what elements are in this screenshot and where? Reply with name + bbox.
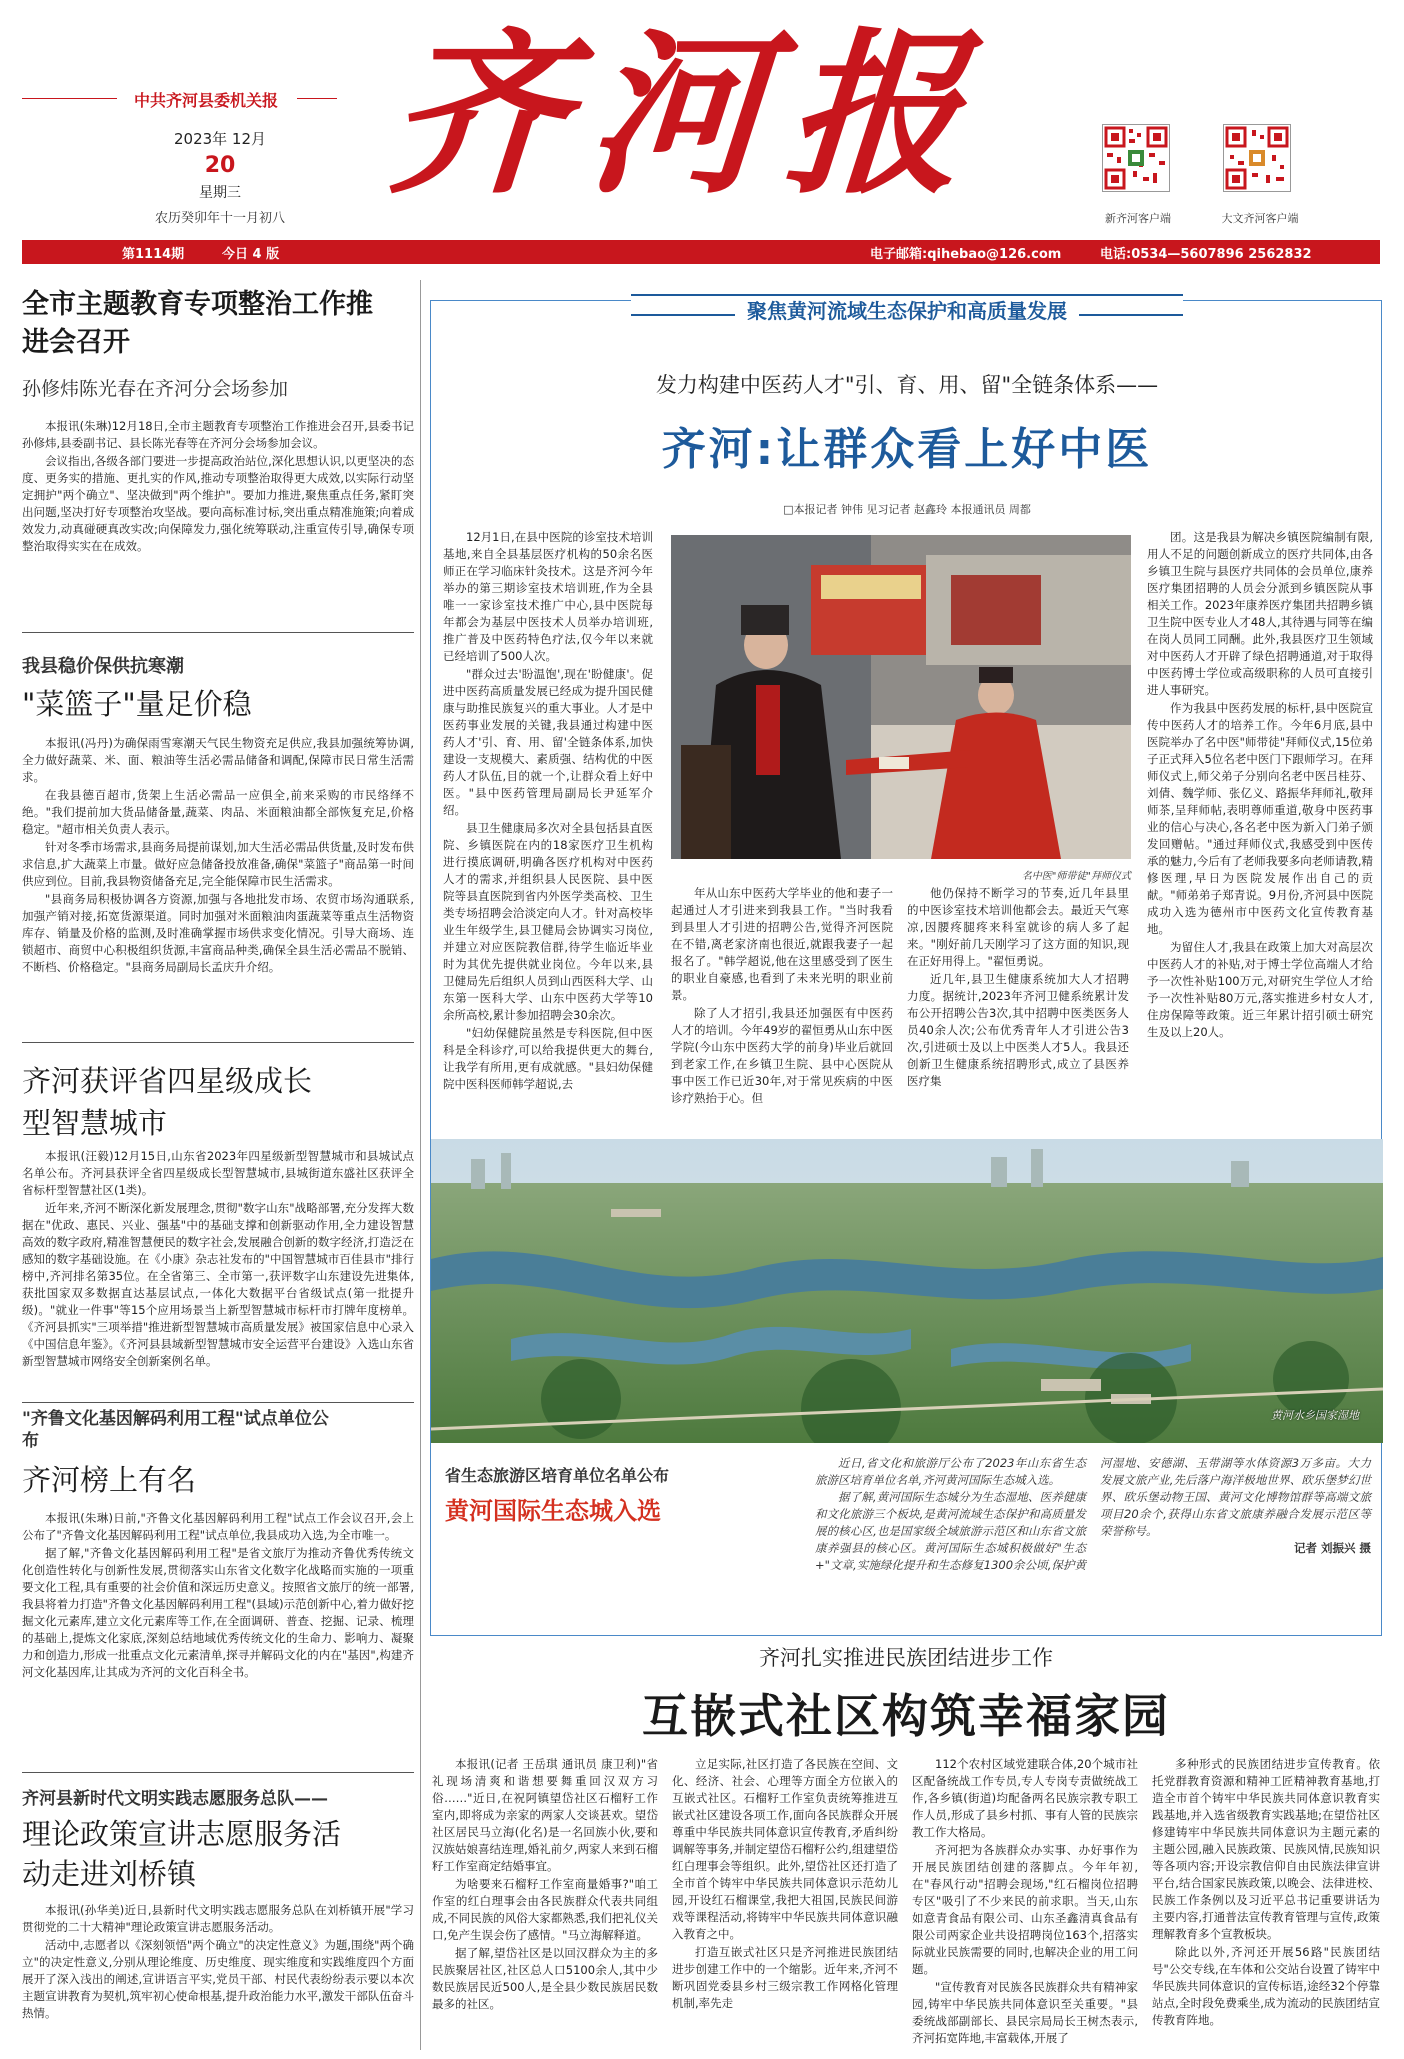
info-bar: [22, 240, 1380, 264]
column-separator: [420, 280, 421, 2050]
feature-col1: 12月1日,在县中医院的诊室技术培训基地,来自全县基层医疗机构的50余名医师正在学习临床针灸技术。这是齐河今年举办的第三期诊室技术培训班,作为全县唯一一家诊室技术推广中心,县中医院每年都会为基层中医技术人员举办培训班,推广普及中医药特色疗法,仅今年以来就已经培训了500人次。 "群众过去'盼温饱',现在'盼健康'。促进中医药高质量发展已经成为提升国民健康与助推民族复兴的重大事业。人才是中医药事业发展的关键,我县通过构建中医药人才'引、育、用、留'全链条体系,加快建设一支规模大、素质强、结构优的中医药人才队伍,目的就一个,让群众看上好中医。"县中医药管理局副局长尹延军介绍。 县卫生健康局多次对全县包括县直医院、乡镇医院在内的18家医疗卫生机构进行摸底调研,明确各医疗机构对中医药人才的需求,并组织县人民医院、县中医院等县直医院到省内外医学类高校、卫生类专场招聘会洽淡定向人才。针对高校毕业生年级学生,县卫健局会协调实习岗位,并建立对应医院教信群,待学生临近毕业时为其优先提供就业岗位。今年以来,县卫健局先后组织人员到山西医科大学、山东第一医科大学、山东中医药大学等10余所高校,累计参加招聘会30余次。 "妇幼保健院虽然是专科医院,但中医科是全科诊疗,可以给我提供更大的舞台,让我学有所用,更有成就感。"县妇幼保健院中医科医师韩学超说,去: [443, 530, 653, 1091]
ceremony-photo: [671, 535, 1131, 859]
eco-reporter: 记者 刘振兴 摄: [1293, 1541, 1371, 1555]
masthead: [0, 0, 1404, 232]
feature-kicker: 发力构建中医药人才"引、育、用、留"全链条体系——: [655, 373, 1159, 397]
phone: 电话:0534—5607896 2562832: [1100, 247, 1312, 262]
article-4-body: 本报讯(朱琳)日前,"齐鲁文化基因解码利用工程"试点工作会议召开,会上公布了"齐鲁文化基因解码利用工程"试点单位,我县成功入选,为全市唯一。 据了解,"齐鲁文化基因解码利用工程"是省文旅厅为推动齐鲁优秀传统文化创造性转化与创新性发展,贯彻落实山东省文化数字化战略而实施的一项重要文化工程,具有重要的社会价值和深远历史意义。按照省文旅厅的统一部署,我县将着力打造"齐鲁文化基因解码利用工程"(县域)示范创新中心,着力做好挖掘文化元素库,建立文化元素库等工作,在全面调研、普查、挖掘、记录、梳理的基础上,提炼文化家底,深刻总结地域优秀传统文化的生命力、影响力、凝聚力和创造力,形成一批重点文化元素清单,探寻并解码文化的内在"基因",构建齐河文化基因库,让其成为齐河的文化百科全书。: [22, 1511, 414, 1679]
feature-box: [430, 300, 1382, 1636]
article-1-title: 全市主题教育专项整治工作推进会召开: [22, 289, 373, 358]
wetland-photo: [431, 1139, 1383, 1443]
eco-kicker: 省生态旅游区培育单位名单公布: [445, 1466, 670, 1485]
lunar-date: 农历癸卯年十一月初八: [154, 211, 285, 226]
community-title: 互嵌式社区构筑幸福家园: [642, 1689, 1170, 1743]
divider: [22, 1042, 414, 1043]
photo-watermark: 黄河水乡国家湿地: [1271, 1409, 1359, 1422]
weekday: 星期三: [199, 185, 241, 201]
community-col2: 立足实际,社区打造了各民族在空间、文化、经济、社会、心理等方面全方位嵌入的互嵌式社区。石榴籽工作室负责统筹推进互嵌式社区建设各项工作,面向各民族群众开展尊重中华民族共同体意识宣传教育,矛盾纠纷调解等事务,并制定望岱石榴籽公约,组建望岱红白理事会等组织。此外,望岱社区还打造了全市首个铸牢中华民族共同体意识示范幼儿园,开设红石榴课堂,我把大祖国,民族民间游戏等课程活动,将铸牢中华民族共同体意识融入教育之中。 打造互嵌式社区只是齐河推进民族团结进步创建工作中的一个缩影。近年来,齐河不断巩固党委县乡村三级宗教工作网格化管理机制,率先走: [672, 1757, 898, 2010]
divider: [22, 632, 414, 633]
article-5-body: 本报讯(孙华美)近日,县新时代文明实践志愿服务总队在刘桥镇开展"学习贯彻党的二十大精神"理论政策宣讲志愿服务活动。 活动中,志愿者以《深刻领悟"两个确立"的决定性意义》为题,围绕"两个确立"的决定性意义,分别从理论维度、历史维度、现实维度和实践维度四个方面展开了深入浅出的阐述,宣讲语言平实,党员干部、村民代表纷纷表示要以本次主题宣讲教育为契机,筑牢初心使命根基,提升政治能力水平,激发干部队伍奋斗热情。: [22, 1903, 414, 2020]
publisher-line: [22, 88, 332, 108]
feature-col4: 团。这是我县为解决乡镇医院编制有限,用人不足的问题创新成立的医疗共同体,由各乡镇卫生院与县医疗共同体的会员单位,康养医疗集团招聘的人员会分派到乡镇医院从事相关工作。2023年康养医疗集团共招聘乡镇卫生院中医专业人才48人,其待遇与同等在编在岗人员同工同酬。此外,我县医疗卫生领域对中医药人才开辟了绿色招聘通道,对于取得中医药博士学位或高级职称的人员可直接引进人事研究。 作为我县中医药发展的标杆,县中医院宣传中医药人才的培养工作。今年6月底,县中医院举办了名中医"师带徒"拜师仪式,15位弟子正式拜入5位名老中医门下跟师学习。在拜师仪式上,师父弟子分别向名老中医吕桂芬、刘倩、魏学师、张亿义、路振华拜师礼,敬拜师茶,呈拜师帖,表明尊师重道,敬身中医药事业的信心与决心,各名老中医为新入门弟子颁发回赠帖。"通过拜师仪式,我感受到中医传承的魅力,今后有了老师我要多向老师请教,精修医理,早日为医院发展作出自己的贡献。"师弟弟子郑青说。9月份,齐河县中医院成功入选为德州市中医药文化宣传教育基地。 为留住人才,我县在政策上加大对高层次中医药人才的补贴,对于博士学位高端人才给予一次性补贴100万元,对研究生学位人才给予一次性补贴80万元,落实推进乡村女人才,住房保障等政策。近三年累计招引硕士研究生及以上20人。: [1147, 530, 1373, 1039]
community-col3: 112个农村区域党建联合体,20个城市社区配备统战工作专员,专人专岗专责做统战工作,各乡镇(街道)均配备两名民族宗教专职工作人员,形成了县乡村抓、事有人管的民族宗教工作大格局。 齐河把为各族群众办实事、办好事作为开展民族团结创建的落脚点。今年年初,在"春风行动"招聘会现场,"红石榴岗位招聘专区"吸引了不少来民的前求职。当天,山东如意青食品有限公司、山东圣鑫清真食品有限公司两家企业共设招聘岗位163个,招落实际就业民族需要的同时,也解决企业的用工问题。 "宣传教育对民族各民族群众共有精神家园,铸牢中华民族共同体意识至关重要。"县委统战部副部长、县民宗局局长王树杰表示,齐河拓宽阵地,丰富载体,开展了: [912, 1757, 1138, 2045]
qr1-label: 新齐河客户端: [1105, 212, 1171, 225]
article-2-body: 本报讯(冯丹)为确保雨雪寒潮天气民生物资充足供应,我县加强统筹协调,全力做好蔬菜、米、面、粮油等生活必需品储备和调配,保障市民日常生活需求。 在我县德百超市,货架上生活必需品一应俱全,前来采购的市民络绎不绝。"我们提前加大货品储备量,蔬菜、肉品、米面粮油都全部恢复充足,价格稳定。"超市相关负责人表示。 针对冬季市场需求,县商务局提前谋划,加大生活必需品供货量,及时发布供求信息,扩大蔬菜上市量。做好应急储备投放准备,确保"菜篮子"商品第一时间供应到位。目前,我县物资储备充足,完全能保障市民生活需求。 "县商务局积极协调各方资源,加强与各地批发市场、农贸市场沟通联系,加强产销对接,拓宽货源渠道。同时加强对米面粮油肉蛋蔬菜等重点生活物资库存、销量及价格的监测,及时准确掌握市场供求变化情况。引导大商场、连锁超市、商贸中心积极组织货源,丰富商品种类,确保全县生活必需品不脱销、不断档、价格稳定。"县商务局副局长孟庆升介绍。: [22, 736, 414, 974]
feature-byline: □本报记者 钟伟 见习记者 赵鑫玲 本报通讯员 周都: [783, 503, 1031, 516]
qr2-label: 大文齐河客户端: [1221, 212, 1299, 225]
divider: [22, 1772, 414, 1773]
date-day: 20: [204, 153, 236, 178]
photo-caption: 名中医"师带徒"拜师仪式: [1021, 871, 1131, 882]
qr-code-icon: [1102, 124, 1170, 192]
article-5-title: 理论政策宣讲志愿服务活动走进刘桥镇: [22, 1817, 342, 1891]
community-col1: 本报讯(记者 王岳琪 通讯员 康卫利)"省礼现场清爽和谐想要舞重回汉双方习俗……"近日,在祝阿镇望岱社区石榴籽工作室内,即将成为亲家的两家人交谈甚欢。望岱社区居民马立海(化名)是一名回族小伙,要和汉族姑娘喜结连理,婚礼前夕,两家人来到石榴籽工作室商定结婚事宜。 为啥要来石榴籽工作室商量婚事?"咱工作室的红白理事会由各民族群众代表共同组成,不同民族的风俗大家都熟悉,我们把礼仪关口,免产生误会伤了感情。"马立海解释道。 据了解,望岱社区是以回汉群众为主的多民族聚居社区,社区总人口5100余人,其中少数民族居民近500人,是全县少数民族居民数最多的社区。: [432, 1757, 658, 2011]
feature-col3: 他仍保持不断学习的节奏,近几年县里的中医诊室技术培训他都会去。最近天气寒凉,因腰疼腿疼来科室就诊的病人多了起来。"刚好前几天刚学习了这方面的知识,现在正好用得上。"翟恒勇说。 近几年,县卫生健康系统加大人才招聘力度。据统计,2023年齐河卫健系统累计发布公开招聘公告3次,其中招聘中医类医务人员40余人次;公布优秀青年人才引进公告3次,引进硕士及以上中医类人才5人。我县还创新卫生健康系统招聘形式,成立了县医养医疗集: [907, 886, 1129, 1088]
feature-col2: 年从山东中医药大学毕业的他和妻子一起通过人才引进来到我县工作。"当时我看到县里人才引进的招聘公告,觉得齐河医院在不错,离老家济南也很近,就跟我妻子一起报名了。"韩学超说,他在这里感受到了医生的职业自豪感,也看到了未来光明的职业前景。 除了人才招引,我县还加强医有中医药人才的培训。今年49岁的翟恒勇从山东中医学院(今山东中医药大学的前身)毕业后就回到老家工作,在乡镇卫生院、县中心医院从事中医工作已近30年,对于常见疾病的中医诊疗熟抬于心。但: [671, 886, 893, 1105]
community-col4: 多种形式的民族团结进步宣传教育。依托党群教育资源和精神工匠精神教育基地,打造全市首个铸牢中华民族共同体意识教育实践基地,并入选省级教育实践基地;在望岱社区修建铸牢中华民族共同体意识为主题元素的主题公园,融入民族政策、民族风情,民族知识等各项内容;开设宗教信仰自由民族法律宣讲平台,结合国家民族政策,以晚会、法律进校、民族工作条例以及习近平总书记重要讲话为主要内容,打通普法宣传教育管理与宣传,政策理解教育多个宣教板块。 除此以外,齐河还开展56路"民族团结号"公交专线,在车体和公交站台设置了铸牢中华民族共同体意识的宣传标语,途经32个停靠站点,全时段免费乘坐,成为流动的民族团结宣传教育阵地。: [1152, 1757, 1380, 2027]
issue-number: 第1114期: [122, 247, 185, 262]
article-4-title: 齐河榜上有名: [22, 1463, 197, 1497]
newspaper-title: 齐河报: [382, 11, 992, 218]
community-kicker: 齐河扎实推进民族团结进步工作: [759, 1646, 1053, 1670]
article-2-kicker: 我县稳价保供抗寒潮: [22, 656, 184, 677]
divider: [22, 1402, 414, 1403]
article-3-title: 齐河获评省四星级成长型智慧城市: [22, 1064, 313, 1140]
community-body: [432, 1756, 1382, 2052]
article-1-subtitle: 孙修炜陈光春在齐河分会场参加: [22, 378, 289, 400]
left-column: [22, 280, 414, 2050]
article-3-body: 本报讯(汪毅)12月15日,山东省2023年四星级新型智慧城市和县城试点名单公布。齐河县获评全省四星级成长型智慧城市,县城街道东盛社区获评全省标杆型智慧社区(1类)。 近年来,齐河不断深化新发展理念,贯彻"数字山东"战略部署,充分发挥大数据在"优政、惠民、兴业、强基"中的基础支撑和创新驱动作用,全力建设智慧高效的数字政府,精准智慧便民的数字社会,发展融合创新的数字经济,打造泛在感知的数字基础设施。在《小康》杂志社发布的"中国智慧城市百佳县市"排行榜中,齐河排名第35位。在全省第三、全市第一,获评数字山东建设先进集体,获批国家双多数据直达基层试点,一体化大数据平台省级试点(第一批提升级)。"就业一件事"等15个应用场景当上新型智慧城市标杆市打牌年度榜单。《齐河县抓实"三项举措"推进新型智慧城市高质量发展》被国家信息中心录入《中国信息年鉴》。《齐河县县域新型智慧城市安全运营平台建设》入选山东省新型智慧城市网络安全创新案例名单。: [22, 1149, 414, 1368]
date-year-month: 2023年 12月: [173, 130, 267, 148]
date-block: [140, 128, 300, 226]
email: 电子邮箱:qihebao@126.com: [870, 247, 1062, 262]
article-5-kicker: 齐河县新时代文明实践志愿服务总队——: [22, 1789, 328, 1809]
feature-banner: [631, 289, 1183, 323]
article-2-title: "菜篮子"量足价稳: [22, 687, 252, 721]
qr-code-icon: [1223, 124, 1291, 192]
article-4-kicker: "齐鲁文化基因解码利用工程"试点单位公布: [22, 1409, 329, 1451]
eco-body: 近日,省文化和旅游厅公布了2023年山东省生态旅游区培育单位名单,齐河黄河国际生态城入选。 据了解,黄河国际生态城分为生态湿地、医养健康和文化旅游三个板块,是黄河流域生态保护和高质量发展的核心区,也是国家级全域旅游示范区和山东省文旅康养强县的核心区。黄河国际生态城积极做好"生态+"文章,实施绿化提升和生态修复1300余公顷,保护黄河湿地、安德湖、玉带湖等水体资源3万多亩。大力发展文旅产业,先后落户海洋极地世界、欧乐堡梦幻世界、欧乐堡动物王国、黄河文化博物馆群等高端文旅项目20余个,获得山东省文旅康养融合发展示范区等荣誉称号。 记者 刘振兴 摄: [815, 1456, 1371, 1572]
eco-title: 黄河国际生态城入选: [445, 1497, 661, 1525]
article-1-body: 本报讯(朱琳)12月18日,全市主题教育专项整治工作推进会召开,县委书记孙修炜,县委副书记、县长陈光春等在齐河分会场参加会议。 会议指出,各级各部门要进一步提高政治站位,深化思想认识,以更坚决的态度、更务实的措施、更扎实的作风,推动专项整治取得更大成效,以实际行动坚定拥护"两个确立"、坚决做到"两个维护"。要加力推进,聚焦重点任务,紧盯突出问题,坚决打好专项整治攻坚战。要向高标准讨标,突出重点精准施策;向着成效发力,动真碰硬真改实改;向保障发力,强化统筹联动,注重宣传引导,确保专项整治取得实实在在成效。: [22, 419, 414, 553]
publisher: 中共齐河县委机关报: [134, 91, 279, 110]
feature-title: 齐河:让群众看上好中医: [661, 424, 1153, 475]
page-count: 今日 4 版: [222, 247, 280, 262]
feature-banner-text: 聚焦黄河流域生态保护和高质量发展: [735, 299, 1079, 323]
